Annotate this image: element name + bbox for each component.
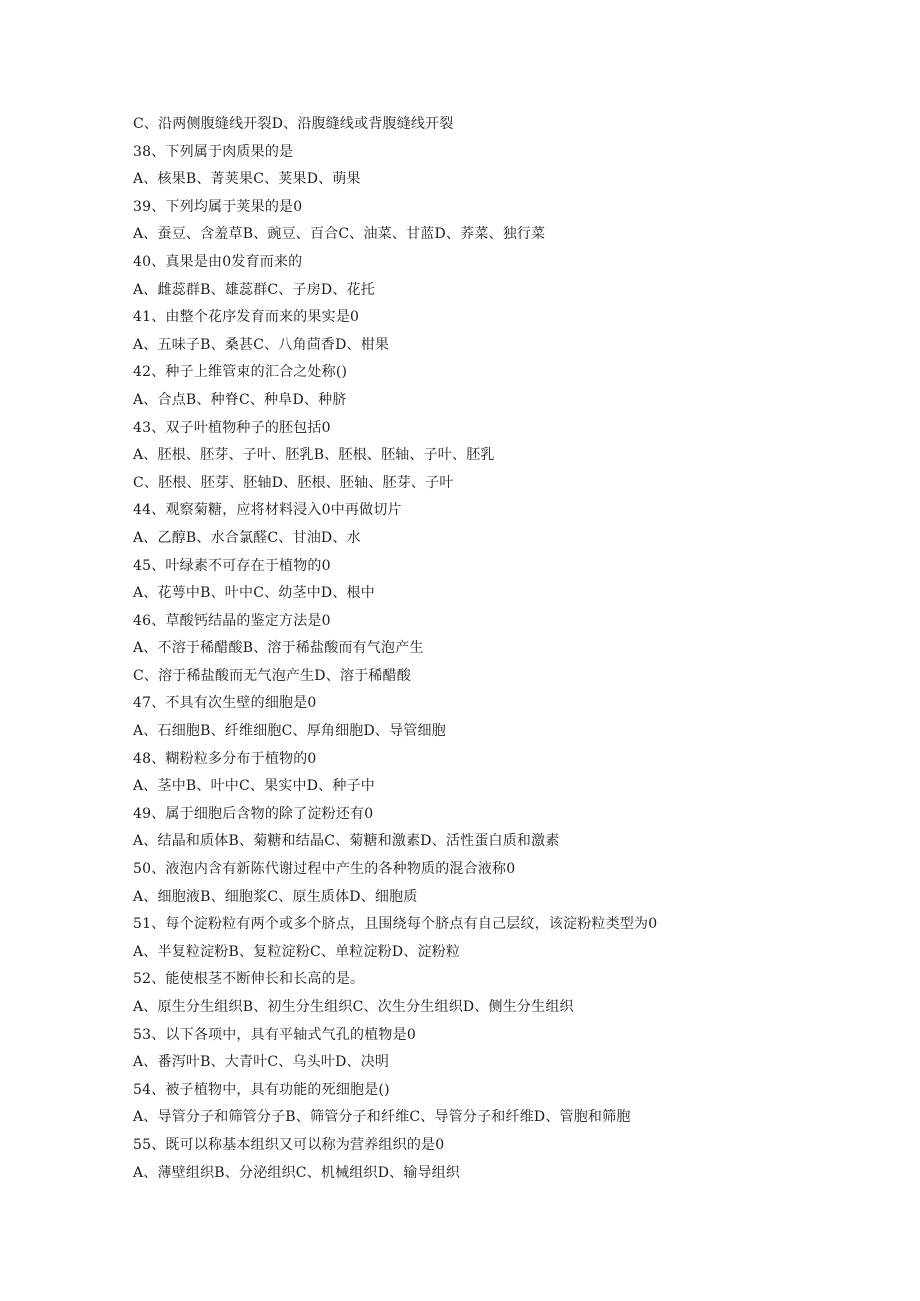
- text-line: A、蚕豆、含羞草B、豌豆、百合C、油菜、甘蓝D、荞菜、独行菜: [133, 226, 546, 243]
- text-line: A、花萼中B、叶中C、幼茎中D、根中: [133, 585, 375, 602]
- text-line: A、石细胞B、纤维细胞C、厚角细胞D、导管细胞: [133, 723, 446, 740]
- text-line: A、半复粒淀粉B、复粒淀粉C、单粒淀粉D、淀粉粒: [133, 943, 461, 960]
- text-line: 38、下列属于肉质果的是: [133, 143, 294, 160]
- text-line: C、沿两侧腹缝线开裂D、沿腹缝线或背腹缝线开裂: [133, 116, 454, 132]
- text-line: 52、能使根茎不断伸长和长高的是。: [133, 971, 365, 988]
- text-line: A、雌蕊群B、雄蕊群C、子房D、花托: [133, 281, 375, 298]
- text-line: A、合点B、种脊C、种阜D、种脐: [133, 391, 347, 408]
- text-line: C、胚根、胚芽、胚轴D、胚根、胚轴、胚芽、子叶: [133, 474, 454, 491]
- text-line: A、五味子B、桑甚C、八角茴香D、柑果: [133, 336, 390, 353]
- text-line: 48、糊粉粒多分布于植物的0: [133, 750, 317, 767]
- text-line: 54、被子植物中，具有功能的死细胞是(): [133, 1081, 390, 1098]
- text-line: A、不溶于稀醋酸B、溶于稀盐酸而有气泡产生: [133, 640, 424, 657]
- text-line: 46、草酸钙结晶的鉴定方法是0: [133, 612, 331, 629]
- text-line: A、薄壁组织B、分泌组织C、机械组织D、输导组织: [133, 1164, 461, 1181]
- text-line: 47、不具有次生壁的细胞是0: [133, 695, 317, 712]
- question-list: [133, 111, 873, 1187]
- text-line: A、胚根、胚芽、子叶、胚乳B、胚根、胚轴、子叶、胚乳: [133, 447, 495, 464]
- text-line: A、原生分生组织B、初生分生组织C、次生分生组织D、侧生分生组织: [133, 999, 574, 1015]
- text-line: A、乙醇B、水合氯醛C、甘油D、水: [133, 529, 361, 546]
- text-line: A、结晶和质体B、菊糖和结晶C、菊糖和激素D、活性蛋白质和激素: [133, 833, 560, 850]
- text-line: A、番泻叶B、大青叶C、乌头叶D、决明: [133, 1054, 390, 1071]
- text-line: 42、种子上维管束的汇合之处称(): [133, 364, 348, 381]
- text-line: A、茎中B、叶中C、果实中D、种子中: [133, 778, 375, 795]
- text-line: A、导管分子和筛管分子B、筛管分子和纤维C、导管分子和纤维D、管胞和筛胞: [133, 1109, 631, 1126]
- text-line: 49、属于细胞后含物的除了淀粉还有0: [133, 805, 374, 822]
- text-line: C、溶于稀盐酸而无气泡产生D、溶于稀醋酸: [133, 667, 411, 684]
- text-line: 53、以下各项中，具有平轴式气孔的植物是0: [133, 1026, 416, 1043]
- text-line: 51、每个淀粉粒有两个或多个脐点，且围绕每个脐点有自己层纹，该淀粉粒类型为0: [133, 916, 658, 933]
- text-line: 40、真果是由0发育而来的: [133, 253, 303, 270]
- text-line: A、细胞液B、细胞浆C、原生质体D、细胞质: [133, 888, 418, 905]
- text-line: 50、液泡内含有新陈代谢过程中产生的各种物质的混合液称0: [133, 861, 516, 878]
- text-line: 55、既可以称基本组织又可以称为营养组织的是0: [133, 1136, 445, 1153]
- text-line: 41、由整个花序发育而来的果实是0: [133, 309, 360, 326]
- text-line: 45、叶绿素不可存在于植物的0: [133, 557, 331, 574]
- text-line: 44、观察菊糖，应将材料浸入0中再做切片: [133, 502, 402, 519]
- text-line: 43、双子叶植物种子的胚包括0: [133, 419, 331, 436]
- text-line: A、核果B、菁荚果C、荚果D、萌果: [133, 171, 361, 188]
- text-line: 39、下列均属于荚果的是0: [133, 198, 303, 215]
